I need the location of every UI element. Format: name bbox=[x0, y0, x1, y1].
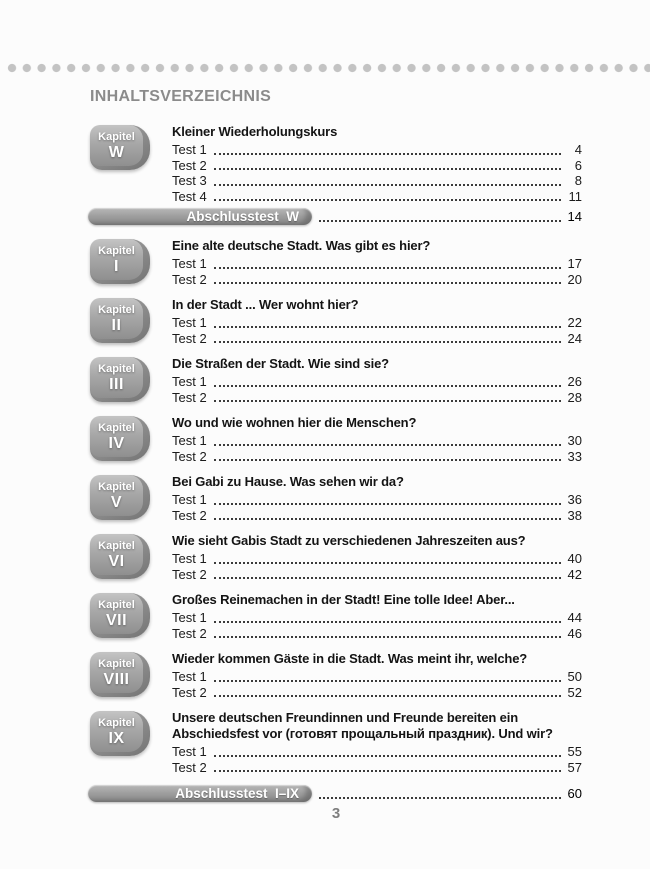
kapitel-label: Kapitel bbox=[98, 539, 135, 552]
dot-leader bbox=[214, 189, 561, 202]
kapitel-label: Kapitel bbox=[98, 421, 135, 434]
chapter-title: Eine alte deutsche Stadt. Was gibt es hier? bbox=[172, 238, 431, 253]
badge-text bbox=[90, 416, 143, 457]
chapter-block-ii bbox=[90, 297, 582, 346]
test-row bbox=[172, 256, 582, 272]
abschlusstest-label: Abschlusstest W bbox=[186, 209, 299, 224]
test-row bbox=[172, 744, 582, 760]
dot-leader bbox=[214, 390, 561, 403]
chapter-badge-iv bbox=[90, 416, 150, 461]
chapter-badge-ix bbox=[90, 711, 150, 756]
test-label: Test 2 bbox=[172, 625, 207, 641]
chapter-badge-vii bbox=[90, 593, 150, 638]
dot-leader bbox=[214, 492, 561, 505]
badge-text bbox=[90, 475, 143, 516]
chapter-badge-viii bbox=[90, 652, 150, 697]
chapter-numeral: W bbox=[108, 143, 125, 161]
dot-leader bbox=[214, 610, 561, 623]
dot-leader bbox=[214, 256, 561, 269]
badge-text bbox=[90, 711, 143, 752]
dot-leader bbox=[214, 744, 561, 757]
page-number: 40 bbox=[567, 551, 582, 566]
test-label: Test 1 bbox=[172, 551, 207, 566]
chapter-badge-ii bbox=[90, 298, 150, 343]
chapter-block-w bbox=[90, 124, 582, 204]
dot-leader bbox=[319, 220, 561, 222]
page-number: 60 bbox=[567, 786, 582, 801]
chapter-badge-iii bbox=[90, 357, 150, 402]
dot-leader bbox=[214, 508, 561, 521]
page-number: 14 bbox=[567, 209, 582, 224]
test-row bbox=[172, 626, 582, 642]
test-row bbox=[172, 315, 582, 331]
badge-text bbox=[90, 357, 143, 398]
page-number: 8 bbox=[574, 173, 582, 188]
test-label: Test 2 bbox=[172, 389, 207, 405]
badge-text bbox=[90, 593, 143, 634]
chapter-block-vii bbox=[90, 592, 582, 641]
chapter-numeral: VII bbox=[105, 611, 128, 629]
page-number: 33 bbox=[567, 448, 582, 464]
abschlusstest-label: Abschlusstest I–IX bbox=[175, 786, 299, 801]
toc-content bbox=[90, 88, 582, 815]
test-row bbox=[172, 685, 582, 701]
test-label: Test 2 bbox=[172, 566, 207, 582]
test-row bbox=[172, 158, 582, 174]
page-number: 30 bbox=[567, 433, 582, 448]
kapitel-label: Kapitel bbox=[98, 303, 135, 316]
badge-text bbox=[90, 534, 143, 575]
abschlusstest-bar bbox=[88, 785, 312, 802]
chapter-title: Unsere deutschen Freundinnen und Freunde bereiten ein Abschiedsfest vor (готовят прощальный праздник). Und wir? bbox=[172, 710, 553, 741]
badge-text bbox=[90, 652, 143, 693]
chapter-numeral: IV bbox=[108, 434, 125, 452]
chapter-badge-w bbox=[90, 125, 150, 170]
test-label: Test 2 bbox=[172, 507, 207, 523]
kapitel-label: Kapitel bbox=[98, 657, 135, 670]
abschlusstest-bar bbox=[88, 208, 312, 225]
test-label: Test 1 bbox=[172, 433, 207, 448]
test-row bbox=[172, 331, 582, 347]
dot-leader bbox=[214, 173, 561, 186]
page-number: 20 bbox=[567, 271, 582, 287]
chapter-title: Wo und wie wohnen hier die Menschen? bbox=[172, 415, 417, 430]
chapter-block-iv bbox=[90, 415, 582, 464]
page-number: 24 bbox=[567, 330, 582, 346]
page-number: 26 bbox=[567, 374, 582, 389]
test-label: Test 1 bbox=[172, 142, 207, 157]
chapter-title: Die Straßen der Stadt. Wie sind sie? bbox=[172, 356, 389, 371]
test-row bbox=[172, 189, 582, 205]
test-row bbox=[172, 760, 582, 776]
kapitel-label: Kapitel bbox=[98, 130, 135, 143]
chapter-badge-i bbox=[90, 239, 150, 284]
kapitel-label: Kapitel bbox=[98, 598, 135, 611]
test-row bbox=[172, 610, 582, 626]
chapter-title: Wie sieht Gabis Stadt zu verschiedenen Jahreszeiten aus? bbox=[172, 533, 526, 548]
toc-heading: INHALTSVERZEICHNIS bbox=[90, 88, 272, 105]
test-row bbox=[172, 567, 582, 583]
dot-leader bbox=[319, 797, 561, 799]
dot-leader bbox=[214, 331, 561, 344]
chapter-numeral: I bbox=[114, 257, 119, 275]
dot-leader bbox=[214, 669, 561, 682]
test-label: Test 2 bbox=[172, 448, 207, 464]
test-row bbox=[172, 272, 582, 288]
test-label: Test 4 bbox=[172, 188, 207, 204]
chapter-title: Kleiner Wiederholungskurs bbox=[172, 124, 338, 139]
dot-leader bbox=[214, 374, 561, 387]
test-label: Test 1 bbox=[172, 315, 207, 330]
test-label: Test 2 bbox=[172, 157, 207, 173]
test-label: Test 2 bbox=[172, 330, 207, 346]
chapter-numeral: II bbox=[111, 316, 122, 334]
chapter-block-iii bbox=[90, 356, 582, 405]
test-row bbox=[172, 390, 582, 406]
dot-leader bbox=[214, 551, 561, 564]
page-number: 11 bbox=[568, 188, 582, 204]
badge-text bbox=[90, 125, 143, 166]
chapter-title: In der Stadt ... Wer wohnt hier? bbox=[172, 297, 359, 312]
test-label: Test 1 bbox=[172, 256, 207, 271]
page-number: 38 bbox=[567, 507, 582, 523]
chapter-block-viii bbox=[90, 651, 582, 700]
dot-leader bbox=[214, 449, 561, 462]
test-row bbox=[172, 551, 582, 567]
chapter-title: Bei Gabi zu Hause. Was sehen wir da? bbox=[172, 474, 404, 489]
dot-leader bbox=[214, 626, 561, 639]
test-row bbox=[172, 449, 582, 465]
page-number: 28 bbox=[567, 389, 582, 405]
test-row bbox=[172, 142, 582, 158]
test-label: Test 3 bbox=[172, 173, 207, 188]
page-number: 36 bbox=[567, 492, 582, 507]
page-number: 44 bbox=[567, 610, 582, 625]
kapitel-label: Kapitel bbox=[98, 244, 135, 257]
dot-leader bbox=[214, 158, 561, 171]
test-label: Test 1 bbox=[172, 744, 207, 759]
dot-leader bbox=[214, 433, 561, 446]
abschlusstest-row-i-ix bbox=[88, 785, 582, 802]
test-row bbox=[172, 173, 582, 189]
test-label: Test 1 bbox=[172, 492, 207, 507]
kapitel-label: Kapitel bbox=[98, 362, 135, 375]
test-label: Test 1 bbox=[172, 669, 207, 684]
dot-leader bbox=[214, 272, 561, 285]
test-label: Test 2 bbox=[172, 271, 207, 287]
test-row bbox=[172, 374, 582, 390]
chapter-numeral: VIII bbox=[103, 670, 130, 688]
footer-page-number: 3 bbox=[331, 805, 341, 822]
page-number: 50 bbox=[567, 669, 582, 684]
badge-text bbox=[90, 298, 143, 339]
page-number: 46 bbox=[567, 625, 582, 641]
test-row bbox=[172, 492, 582, 508]
page-number: 17 bbox=[567, 256, 582, 271]
test-row bbox=[172, 433, 582, 449]
chapter-title: Wieder kommen Gäste in die Stadt. Was meint ihr, welche? bbox=[172, 651, 528, 666]
chapter-numeral: IX bbox=[108, 729, 125, 747]
page-number: 57 bbox=[567, 759, 582, 775]
page-number: 55 bbox=[567, 744, 582, 759]
page-number: 42 bbox=[567, 566, 582, 582]
chapter-badge-vi bbox=[90, 534, 150, 579]
kapitel-label: Kapitel bbox=[98, 480, 135, 493]
kapitel-label: Kapitel bbox=[98, 716, 135, 729]
dots-divider bbox=[7, 63, 650, 73]
chapter-block-vi bbox=[90, 533, 582, 582]
chapter-block-v bbox=[90, 474, 582, 523]
chapter-block-i bbox=[90, 238, 582, 287]
chapter-badge-v bbox=[90, 475, 150, 520]
dot-leader bbox=[214, 685, 561, 698]
abschlusstest-row-w bbox=[88, 208, 582, 225]
dot-leader bbox=[214, 315, 561, 328]
badge-text bbox=[90, 239, 143, 280]
chapter-numeral: V bbox=[110, 493, 123, 511]
page-number: 52 bbox=[567, 684, 582, 700]
chapter-numeral: III bbox=[109, 375, 124, 393]
test-row bbox=[172, 669, 582, 685]
test-label: Test 2 bbox=[172, 759, 207, 775]
chapter-block-ix bbox=[90, 710, 582, 775]
test-label: Test 1 bbox=[172, 374, 207, 389]
page-number: 22 bbox=[567, 315, 582, 330]
test-label: Test 1 bbox=[172, 610, 207, 625]
test-row bbox=[172, 508, 582, 524]
chapter-title: Großes Reinemachen in der Stadt! Eine tolle Idee! Aber... bbox=[172, 592, 515, 607]
page-number: 6 bbox=[574, 157, 582, 173]
page-number: 4 bbox=[574, 142, 582, 157]
dot-leader bbox=[214, 142, 561, 155]
test-label: Test 2 bbox=[172, 684, 207, 700]
chapter-numeral: VI bbox=[108, 552, 125, 570]
dot-leader bbox=[214, 567, 561, 580]
dot-leader bbox=[214, 760, 561, 773]
